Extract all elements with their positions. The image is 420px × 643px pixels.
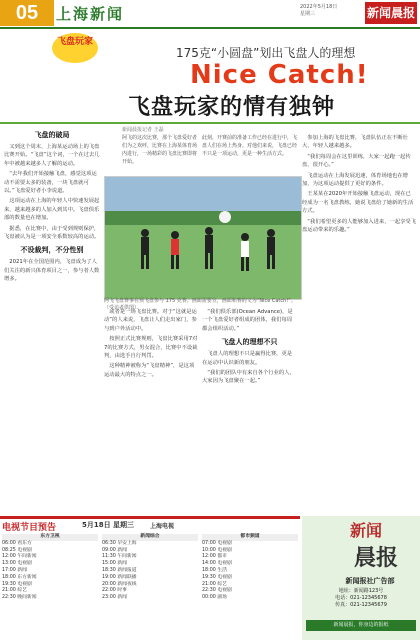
- left-paragraph: “去年我们开始接触飞盘，感觉这项运动不需要太多的装备，一块飞盘就可以。”飞盘爱好者小李说道。: [4, 171, 97, 195]
- tv-channel-name: 都市频道: [202, 534, 298, 541]
- mid-paragraph: “我们的团队中有来自各个行业的人，大家因为飞盘聚在一起。”: [202, 370, 295, 385]
- advert-logo-top: 新闻: [349, 521, 382, 540]
- tv-channel-name: 东方卫视: [2, 534, 98, 541]
- tv-channel-column: [2, 534, 98, 602]
- feature-title-en: Nice Catch!: [190, 60, 369, 90]
- left-paragraph: 2021年在全国范围内，飞盘成为了人们关注的新兴体育项目之一，参与者人数增多。: [4, 259, 100, 283]
- left-paragraph: 这项运动在上海的年轻人中快速发展起来，越来越多的人加入到其中。飞盘俱乐部的数量也在增加。: [4, 198, 100, 222]
- tv-program: 12:00 午间新闻: [2, 554, 37, 560]
- photo-illustration: [105, 177, 301, 299]
- mid-paragraph: 或者是一场飞盘比赛。对于“这就是运动”的人来说，飞盘让人们走出家门，参与到户外活动中。: [104, 309, 197, 332]
- article-byline: 新闻晨报记者 王磊: [122, 127, 164, 133]
- left-paragraph: 又到这个周末，上海某运动场上的飞盘比赛开始。“飞盘”这个词，一个在过去几年中被越来越多人了解的运动。: [4, 144, 100, 167]
- tv-program: 18:30 新闻报道: [102, 567, 137, 573]
- tv-program: 19:30 电视剧: [2, 581, 32, 587]
- frisbee-game-photo: [104, 176, 302, 300]
- tv-program: 15:00 新闻: [102, 561, 127, 567]
- tv-program: 09:00 新闻: [102, 547, 127, 553]
- header-divider: [0, 27, 420, 29]
- advert-line: 电话：021-12345678: [335, 595, 387, 601]
- tv-channel-name: 新闻综合: [102, 534, 198, 541]
- photo-caption: 阿飞飞盘赛事在预飞盘参与 175 克赛。画面需要宣，画面和赛的文为“Nice Catch!”。（受访者供图）: [104, 298, 296, 311]
- tv-program: 06:30 早安上海: [102, 540, 137, 546]
- tv-program: 00:00 剧场: [202, 595, 227, 601]
- issue-date-line1: 2022年5月18日: [300, 4, 338, 10]
- advert-contact: [306, 588, 416, 609]
- section-title: 上海新闻: [56, 5, 125, 23]
- tv-listings-date: 5月18日 星期三: [82, 521, 135, 529]
- tv-program: 18:00 生活: [202, 567, 227, 573]
- tv-program: 22:30 电视剧: [202, 588, 232, 594]
- tv-program: 06:00 看东方: [2, 540, 32, 546]
- tv-channel-column: [202, 534, 298, 602]
- right-paragraph: 参加上海的飞盘比赛，飞盘队伍正在不断壮大，年轻人越来越多。: [302, 135, 408, 150]
- tv-program: 08:25 电视剧: [2, 547, 32, 553]
- mid-article-column-1: [104, 308, 199, 516]
- right-article-column: [302, 134, 416, 516]
- left-paragraph: 据悉，在比赛中，由于受到规则保护，飞盘被认为是一项安全系数较高的运动。: [4, 225, 100, 241]
- issue-date: [300, 4, 360, 18]
- mid-paragraph: 飞盘人的理想不只是赢得比赛，更是在运动中认识新的朋友。: [202, 351, 293, 366]
- left-subhead-2: 不设裁判，不分性别: [20, 246, 84, 255]
- tv-program: 11:30 午间新闻: [102, 554, 137, 560]
- tv-program: 21:00 综艺: [2, 588, 27, 594]
- newspaper-logo: 新闻晨报: [365, 2, 417, 24]
- tv-program: 20:00 新闻夜线: [102, 581, 137, 587]
- feature-headline: 飞盘玩家的情有独钟: [128, 95, 336, 120]
- tv-program: 19:30 电视剧: [202, 574, 232, 580]
- tv-program: 18:00 东方新闻: [2, 574, 37, 580]
- feature-kicker: 175克“小圆盘”划出飞盘人的理想: [176, 46, 356, 60]
- right-paragraph: “我们希望更多的人能够加入进来，一起享受飞盘运动带来的乐趣。”: [302, 218, 416, 234]
- right-paragraph: “我们每周会在这里训练，大家一起跑一起传盘，很开心。”: [302, 153, 411, 169]
- right-paragraph: 飞盘运动在上海发展迅速，体育场地也在增加，为这项运动提供了更好的条件。: [302, 172, 408, 188]
- advert-title: 新闻报社广告部: [345, 577, 395, 585]
- advert-slogan: 新闻晨报，你身边的报纸: [306, 620, 416, 631]
- tv-program: 21:00 综艺: [202, 581, 227, 587]
- issue-date-line2: 星期三: [300, 11, 316, 17]
- left-subhead-1: 飞盘的破局: [34, 131, 70, 139]
- tv-program: 07:00 电视剧: [202, 540, 232, 546]
- headline-divider: [0, 122, 420, 124]
- tv-listings-heading: 电视节目预告: [2, 523, 57, 533]
- tv-program: 12:00 都市: [202, 554, 227, 560]
- feature-badge: 飞盘玩家: [52, 33, 98, 63]
- tv-program: 10:00 电视剧: [202, 547, 232, 553]
- article-lede-2: 此刻，开赛前的准备工作已经在进行中，飞盘人们在场上热身。对他们来说，飞盘已经不只是一项运动，更是一种生活方式。: [202, 135, 298, 157]
- tv-program: 19:00 新闻联播: [102, 574, 137, 580]
- left-article-column: [4, 126, 100, 513]
- mid-article-column-2: [202, 308, 297, 516]
- tv-program: 17:00 新闻: [2, 567, 27, 573]
- article-lede: 阿飞的这次比赛，那个飞盘爱好者们为之欢呼，比赛在上海某体育场内进行，一场精彩的飞盘比赛即将开始。: [122, 135, 198, 165]
- mid-subhead: 飞盘人的理想不只: [221, 338, 278, 347]
- tv-program: 13:00 电视剧: [2, 561, 32, 567]
- mid-paragraph: 这种精神被称为“飞盘精神”，是这项运动最大的特点之一。: [104, 363, 195, 378]
- tv-program: 22:00 时事: [102, 588, 127, 594]
- tv-listings-label: 上海电视: [150, 523, 175, 530]
- mid-paragraph: 按照正式比赛规则，飞盘比赛采用7对7的比赛方式，男女混合，比赛中不设裁判，由选手自行判罚。: [104, 336, 198, 360]
- advert-line: 传真：021-12345679: [335, 602, 387, 608]
- mid-paragraph: “我们俱乐部(Ocean Advance)，是一个飞盘爱好者组成的团体，我们每周都会组织活动。”: [202, 309, 293, 332]
- tv-program: 22:30 晚间新闻: [2, 595, 37, 601]
- right-paragraph: 王某某在2020年开始接触飞盘运动，现在已经成为一名飞盘教练，她说飞盘给了她新的生活方式。: [302, 191, 414, 215]
- advert-line: 地址：新闻路123号: [338, 588, 384, 594]
- tv-program: 14:00 电视剧: [202, 561, 232, 567]
- page-number: 05: [0, 0, 54, 26]
- advert-logo-bottom: 晨报: [353, 545, 398, 571]
- tv-program: 23:00 新闻: [102, 595, 127, 601]
- tv-channel-column: [102, 534, 198, 602]
